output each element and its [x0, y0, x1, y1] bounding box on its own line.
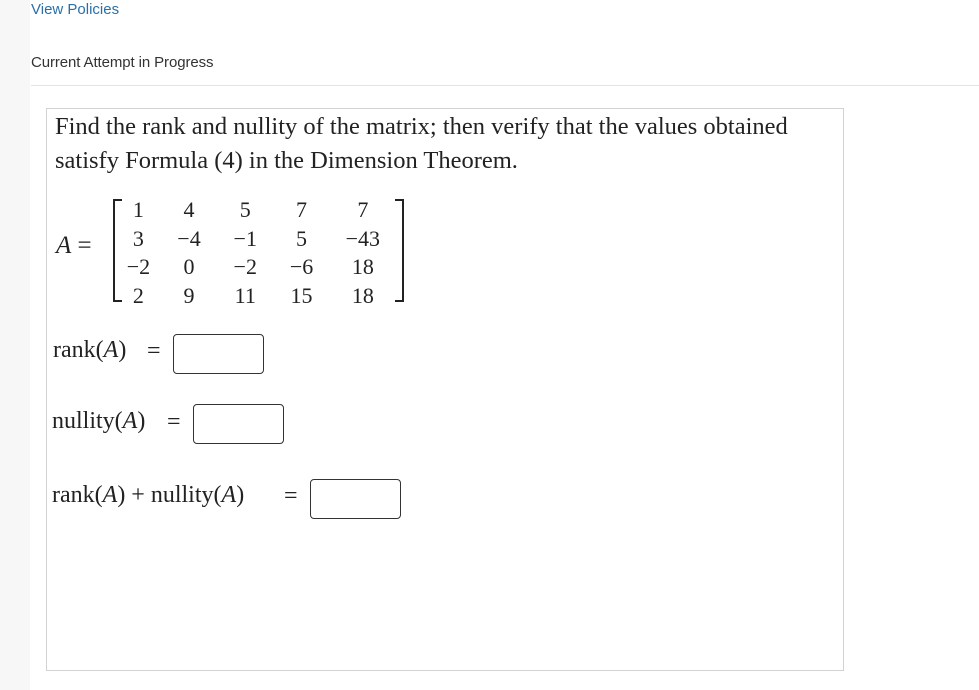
- matrix-cell: −6: [289, 254, 314, 280]
- matrix-label: [56, 232, 92, 260]
- matrix-row: [116, 282, 396, 311]
- matrix-row: [116, 225, 396, 254]
- matrix-cell: 7: [296, 197, 308, 223]
- rank-label-prefix: rank(: [53, 337, 104, 363]
- nullity-label-suffix: ): [137, 408, 146, 434]
- matrix-cell: 3: [132, 225, 144, 251]
- view-policies-link[interactable]: View Policies: [31, 1, 120, 18]
- matrix-cell: 2: [132, 282, 144, 308]
- rank-label-suffix: ): [118, 337, 127, 363]
- sum-label: [52, 482, 244, 509]
- nullity-label: [52, 408, 145, 435]
- matrix-grid: [116, 196, 396, 310]
- matrix-cell: 11: [234, 282, 256, 308]
- matrix-cell: −4: [177, 225, 201, 251]
- matrix-cell: 18: [351, 282, 374, 308]
- rank-label: [53, 337, 126, 364]
- rank-equals: =: [147, 338, 161, 364]
- matrix-cell: 5: [296, 225, 308, 251]
- question-panel: [46, 108, 844, 671]
- matrix-cell: 4: [183, 197, 195, 223]
- rank-answer-input[interactable]: [173, 334, 264, 374]
- matrix-cell: −2: [126, 254, 151, 280]
- matrix-cell: 7: [357, 197, 369, 223]
- heading-divider: [31, 85, 979, 86]
- sum-answer-input[interactable]: [310, 479, 401, 519]
- matrix-cell: 5: [239, 197, 251, 223]
- nullity-answer-input[interactable]: [193, 404, 284, 444]
- matrix-cell: 15: [290, 282, 313, 308]
- matrix-right-bracket: [395, 199, 404, 302]
- question-prompt: Find the rank and nullity of the matrix; then verify that the values obtained satisfy Formula (4) in the Dimension Theorem.: [55, 113, 788, 174]
- sum-label-var2: A: [221, 482, 237, 508]
- matrix-row: [116, 196, 396, 225]
- sum-equals: =: [284, 483, 298, 509]
- sum-label-var: A: [102, 482, 118, 508]
- nullity-label-var: A: [122, 408, 138, 434]
- matrix-row: [116, 253, 396, 282]
- matrix-cell: −43: [345, 225, 381, 251]
- sum-label-mid: ) + nullity(: [117, 482, 222, 508]
- matrix-name: A: [56, 232, 72, 259]
- nullity-equals: =: [167, 409, 181, 435]
- left-gutter: [0, 0, 30, 690]
- matrix-cell: −2: [233, 254, 257, 280]
- matrix-equals: =: [77, 232, 92, 259]
- matrix-cell: 0: [183, 254, 195, 280]
- nullity-label-prefix: nullity(: [52, 408, 123, 434]
- matrix-cell: 9: [183, 282, 195, 308]
- matrix-cell: 18: [351, 254, 374, 280]
- sum-label-suffix: ): [236, 482, 245, 508]
- matrix-cell: −1: [233, 225, 257, 251]
- rank-label-var: A: [103, 337, 119, 363]
- sum-label-prefix: rank(: [52, 482, 103, 508]
- matrix-cell: 1: [132, 197, 144, 223]
- attempt-heading: Current Attempt in Progress: [31, 54, 214, 71]
